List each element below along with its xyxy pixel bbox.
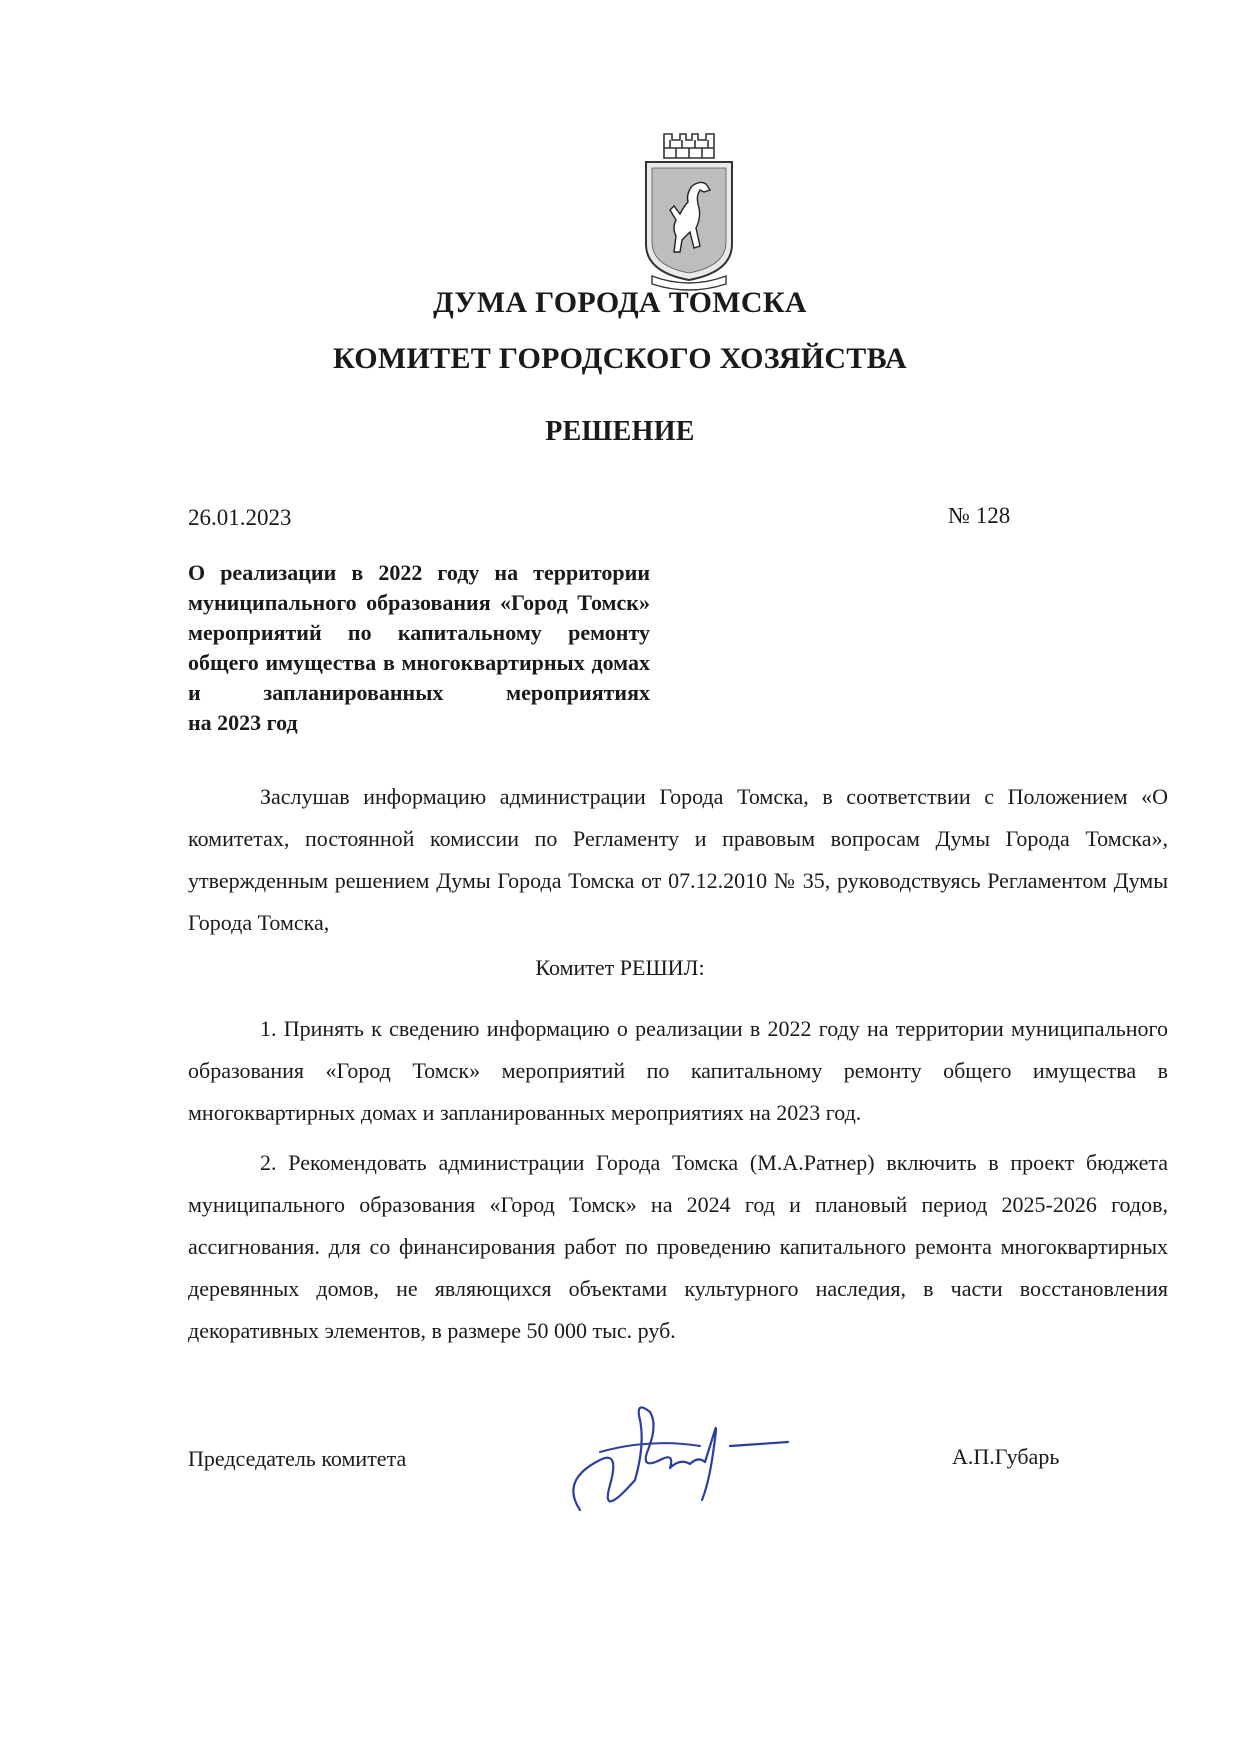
committee-name: КОМИТЕТ ГОРОДСКОГО ХОЗЯЙСТВА [332, 342, 908, 375]
subject-last-line: на 2023 год [188, 710, 298, 735]
resolution-heading: Комитет РЕШИЛ: [535, 955, 705, 980]
signatory-title: Председатель комитета [188, 1446, 407, 1471]
resolution-item-1: 1. Принять к сведению информацию о реализации в 2022 году на территории муниципального образования «Город Томск» мероприятий по капитальному ремонту общего имущества в многоквартирных домах и запланированных мероприятиях на 2023 год. [188, 1016, 1168, 1125]
document-subject [188, 558, 650, 738]
document-number: № 128 [948, 503, 1011, 528]
organization-name: ДУМА ГОРОДА ТОМСКА [433, 286, 807, 319]
resolution-item-2: 2. Рекомендовать администрации Города Томска (М.А.Ратнер) включить в проект бюджета муниципального образования «Город Томск» на 2024 год и плановый период 2025-2026 годов, ассигнования. для со финансирования работ по проведению капитального ремонта многоквартирных деревянных домов, не являющихся объектами культурного наследия, в части восстановления декоративных элементов, в размере 50 000 тыс. руб. [188, 1150, 1168, 1343]
document-date: 26.01.2023 [188, 505, 292, 530]
handwritten-signature-icon [540, 1390, 800, 1540]
document-type-title: РЕШЕНИЕ [545, 416, 695, 447]
tomsk-city-coat-of-arms-icon [634, 124, 744, 294]
intro-paragraph: Заслушав информацию администрации Города Томска, в соответствии с Положением «О комитетах, постоянной комиссии по Регламенту и правовым вопросам Думы Города Томска», утвержденным решением Думы Города Томска от 07.12.2010 № 35, руководствуясь Регламентом Думы Города Томска, [188, 784, 1168, 935]
signatory-name: А.П.Губарь [952, 1444, 1060, 1469]
subject-text: О реализации в 2022 году на территории муниципального образования «Город Томск» мероприятий по капитальному ремонту общего имущества в многоквартирных домах и запланированных мероприятиях [188, 560, 650, 705]
